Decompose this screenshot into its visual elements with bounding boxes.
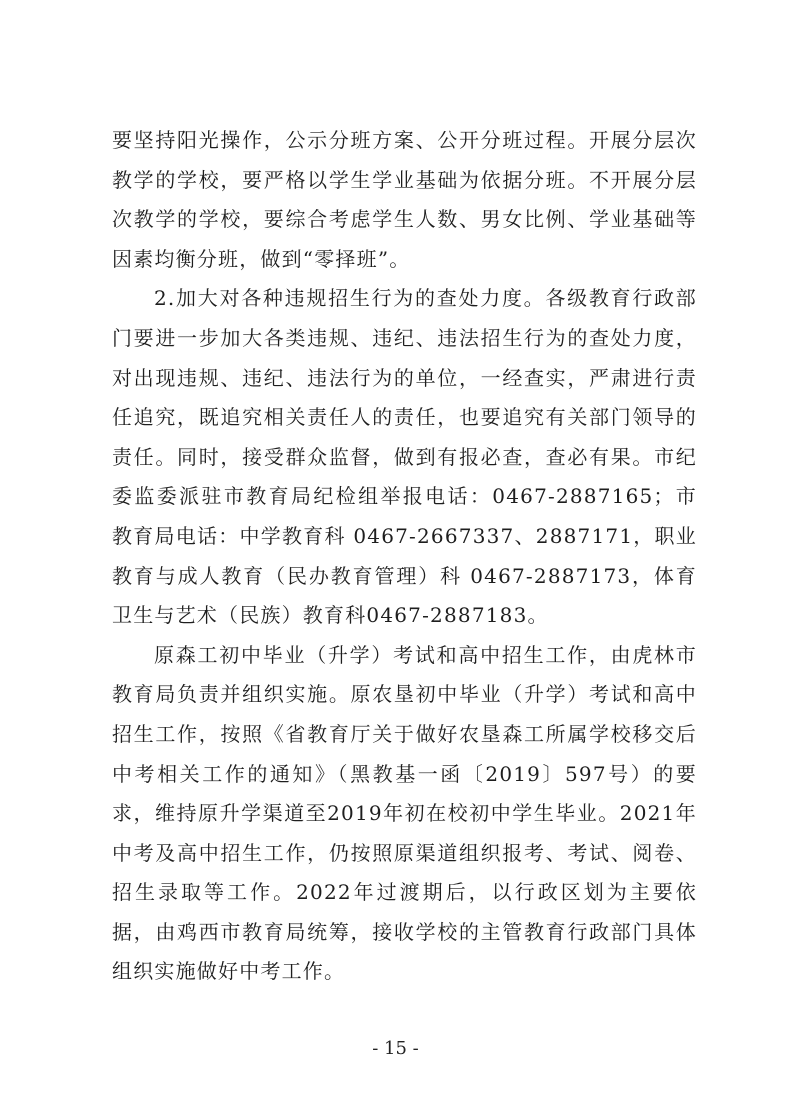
paragraph-forestry-farm-exams: 原森工初中毕业（升学）考试和高中招生工作，由虎林市教育局负责并组织实施。原农垦初中毕业（升学）考试和高中招生工作，按照《省教育厅关于做好农垦森工所属学校移交后中考相关工作的通知》（黑教基一函〔2019〕597号）的要求，维持原升学渠道至2019年初在校初中学生毕业。2021年中考及高中招生工作，仍按照原渠道组织报考、考试、阅卷、招生录取等工作。2022年过渡期后，以行政区划为主要依据，由鸡西市教育局统筹，接收学校的主管教育行政部门具体组织实施做好中考工作。: [112, 642, 697, 984]
paragraph-class-assignment: 要坚持阳光操作，公示分班方案、公开分班过程。开展分层次教学的学校，要严格以学生学业基础为依据分班。不开展分层次教学的学校，要综合考虑学生人数、男女比例、学业基础等因素均衡分班，做到“零择班”。: [112, 128, 697, 271]
body-text: [112, 121, 697, 992]
paragraph-enforcement: 2.加大对各种违规招生行为的查处力度。各级教育行政部门要进一步加大各类违规、违纪、违法招生行为的查处力度，对出现违规、违纪、违法行为的单位，一经查实，严肃进行责任追究，既追究相关责任人的责任，也要追究有关部门领导的责任。同时，接受群众监督，做到有报必查，查必有果。市纪委监委派驻市教育局纪检组举报电话：0467-2887165；市教育局电话：中学教育科 0467-2667337、2887171，职业教育与成人教育（民办教育管理）科 0467-2887173，体育卫生与艺术（民族）教育科0467-2887183。: [112, 286, 697, 628]
page-number: - 15 -: [372, 1038, 419, 1059]
